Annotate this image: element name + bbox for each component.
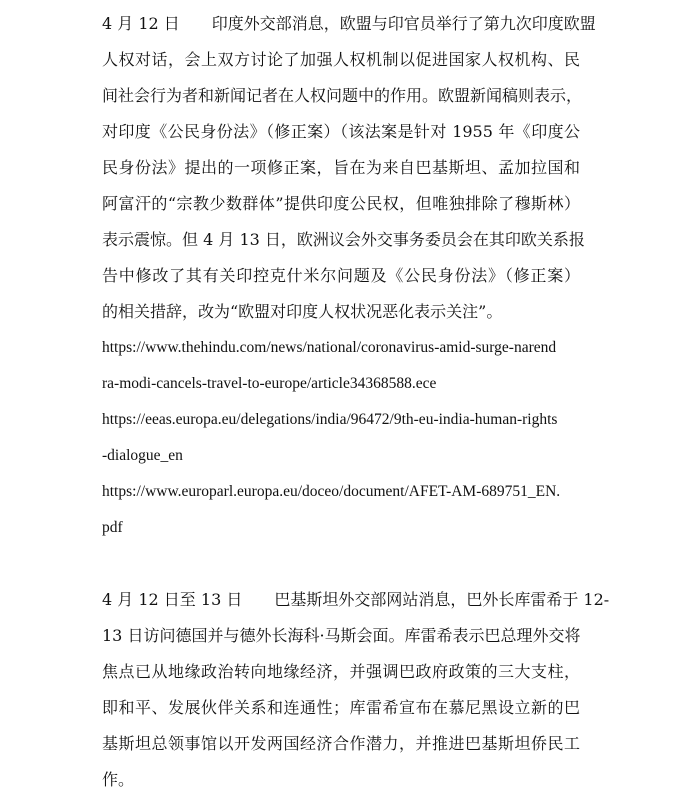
document-page (102, 6, 610, 798)
news-entry-pakistan-germany-visit (102, 582, 610, 798)
paragraph-line: 人权对话，会上双方讨论了加强人权机制以促进国家人权机构、民 (102, 50, 580, 69)
paragraph-line: 的相关措辞，改为“欧盟对印度人权状况恶化表示关注”。 (102, 302, 503, 321)
source-url-line: https://www.europarl.europa.eu/doceo/document/AFET-AM-689751_EN. (102, 483, 561, 500)
paragraph-line: 告中修改了其有关印控克什米尔问题及《公民身份法》（修正案） (102, 266, 580, 285)
paragraph-line: 阿富汗的“宗教少数群体”提供印度公民权，但唯独排除了穆斯林） (102, 194, 580, 213)
news-entry-eu-india-human-rights (102, 6, 596, 546)
paragraph-line: 4 月 12 日至 13 日 巴基斯坦外交部网站消息，巴外长库雷希于 12- (102, 590, 610, 609)
paragraph-line: 4 月 12 日 印度外交部消息，欧盟与印官员举行了第九次印度欧盟 (102, 14, 596, 33)
paragraph-line: 基斯坦总领事馆以开发两国经济合作潜力，并推进巴基斯坦侨民工 (102, 734, 580, 753)
paragraph-line: 表示震惊。但 4 月 13 日，欧洲议会外交事务委员会在其印欧关系报 (102, 230, 585, 249)
paragraph-line: 对印度《公民身份法》（修正案）（该法案是针对 1955 年《印度公 (102, 122, 580, 141)
source-url-line: https://eeas.europa.eu/delegations/india/96472/9th-eu-india-human-rights (102, 411, 558, 428)
paragraph-line: 即和平、发展伙伴关系和连通性；库雷希宣布在慕尼黑设立新的巴 (102, 698, 580, 717)
paragraph-line: 间社会行为者和新闻记者在人权问题中的作用。欧盟新闻稿则表示， (102, 86, 583, 105)
source-url-line: pdf (102, 519, 123, 536)
source-url-line: ra-modi-cancels-travel-to-europe/article34368588.ece (102, 375, 437, 392)
paragraph-line: 民身份法》提出的一项修正案，旨在为来自巴基斯坦、孟加拉国和 (102, 158, 580, 177)
paragraph-line: 13 日访问德国并与德外长海科·马斯会面。库雷希表示巴总理外交将 (102, 626, 581, 645)
paragraph-line: 焦点已从地缘政治转向地缘经济，并强调巴政府政策的三大支柱， (102, 662, 580, 681)
source-url-line: https://www.thehindu.com/news/national/coronavirus-amid-surge-narend (102, 339, 557, 356)
entry-spacer (102, 546, 580, 582)
paragraph-line: 作。 (102, 770, 135, 789)
source-url-line: -dialogue_en (102, 447, 183, 464)
